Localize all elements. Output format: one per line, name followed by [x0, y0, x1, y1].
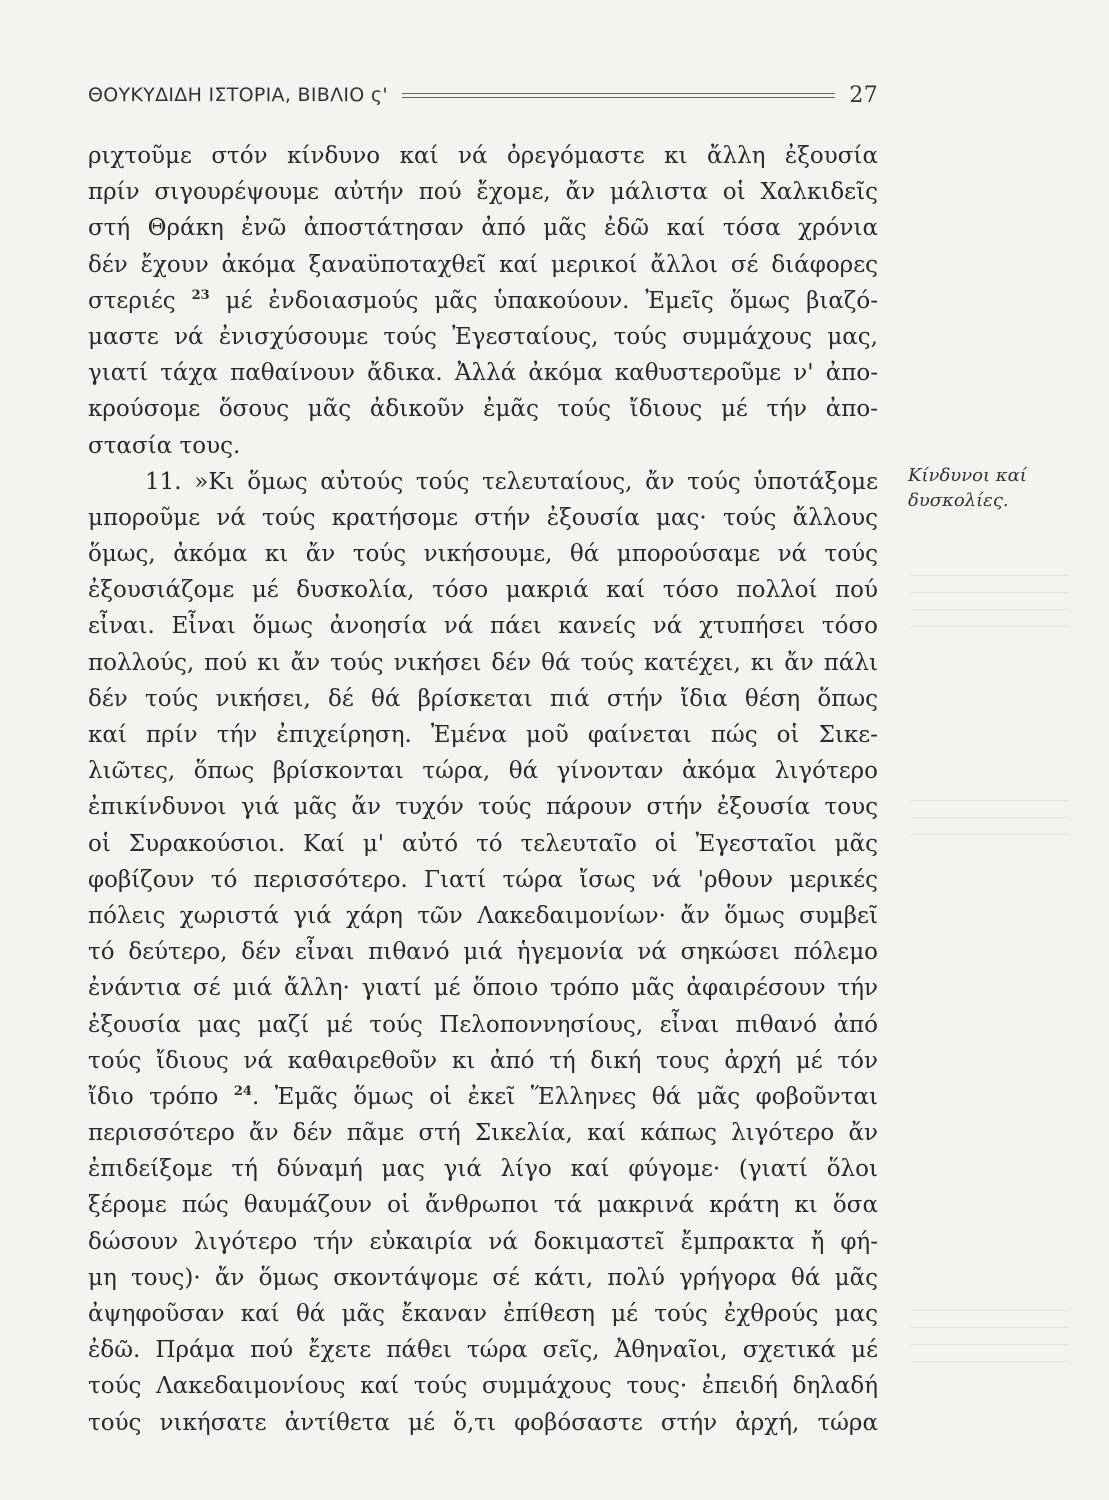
- running-header: [88, 78, 878, 112]
- text-line: γιατί τάχα παθαίνουν ἄδικα. Ἀλλά ἀκόμα καθυστεροῦμε ν' ἀπο-: [88, 360, 878, 387]
- text-line: μαστε νά ἐνισχύσουμε τούς Ἐγεσταίους, τούς συμμάχους μας,: [88, 323, 878, 350]
- show-through-text: [910, 800, 1070, 851]
- text-line: ἐπικίνδυνοι γιά μᾶς ἄν τυχόν τούς πάρουν στήν ἐξουσία τους: [88, 794, 878, 821]
- text-line: τό δεύτερο, δέν εἶναι πιθανό μιά ἡγεμονία νά σηκώσει πόλεμο: [88, 939, 878, 966]
- text-line: πόλεις χωριστά γιά χάρη τῶν Λακεδαιμονίων· ἄν ὅμως συμβεῖ: [88, 902, 878, 929]
- text-line: ριχτοῦμε στόν κίνδυνο καί νά ὀρεγόμαστε κι ἄλλη ἐξουσία: [88, 143, 878, 169]
- text-line: τούς νικήσατε ἀντίθετα μέ ὅ,τι φοβόσαστε στήν ἀρχή, τώρα: [88, 1409, 878, 1436]
- margin-note-line: Κίνδυνοι καί: [908, 465, 1027, 486]
- text-line: πολλούς, πού κι ἄν τούς νικήσει δέν θά τούς κατέχει, κι ἄν πάλι: [88, 649, 878, 676]
- text-line: εἶναι. Εἶναι ὅμως ἀνοησία νά πάει κανείς νά χτυπήσει τόσο: [88, 613, 878, 640]
- text-line: [88, 283, 878, 319]
- header-rule: [402, 93, 836, 98]
- margin-note: [908, 463, 1078, 513]
- text-line: τούς Λακεδαιμονίους καί τούς συμμάχους τους· ἐπειδή δηλαδή: [88, 1373, 878, 1400]
- footnote-ref-23: 23: [191, 287, 210, 303]
- show-through-text: [910, 575, 1070, 643]
- text-line: καί πρίν τήν ἐπιχείρηση. Ἐμένα μοῦ φαίνεται πώς οἱ Σικε-: [88, 722, 878, 748]
- text-line: ἐξουσία μας μαζί μέ τούς Πελοποννησίους, εἶναι πιθανό ἀπό: [88, 1011, 878, 1038]
- show-through-block: [910, 800, 1070, 851]
- text-line: ἐνάντια σέ μιά ἄλλη· γιατί μέ ὅποιο τρόπο μᾶς ἀφαιρέσουν τήν: [88, 975, 878, 1002]
- footnote-ref-24: 24: [233, 1083, 252, 1099]
- line-prefix: ἴδιο τρόπο: [88, 1083, 219, 1110]
- text-line: στασία τους.: [88, 432, 241, 459]
- main-text: [88, 138, 878, 1441]
- text-line: ἀψηφοῦσαν καί θά μᾶς ἔκαναν ἐπίθεση μέ τούς ἐχθρούς μας: [88, 1301, 878, 1327]
- chapter-start-line: 11. »Κι ὅμως αὐτούς τούς τελευταίους, ἄν τούς ὑποτάξομε: [145, 468, 878, 495]
- page-number: 27: [849, 82, 878, 108]
- text-line: μποροῦμε νά τούς κρατήσομε στήν ἐξουσία μας· τούς ἄλλους: [88, 504, 878, 531]
- text-line: δώσουν λιγότερο τήν εὐκαιρία νά δοκιμαστεῖ ἔμπρακτα ἤ φή-: [88, 1228, 878, 1255]
- text-line: δέν τούς νικήσει, δέ θά βρίσκεται πιά στήν ἴδια θέση ὅπως: [88, 685, 878, 712]
- text-line: τούς ἴδιους νά καθαιρεθοῦν κι ἀπό τή δική τους ἀρχή μέ τόν: [88, 1047, 878, 1074]
- text-line: πρίν σιγουρέψουμε αὐτήν πού ἔχομε, ἄν μάλιστα οἱ Χαλκιδεῖς: [88, 179, 878, 206]
- text-line: λιῶτες, ὅπως βρίσκονται τώρα, θά γίνονταν ἀκόμα λιγότερο: [88, 758, 878, 785]
- line-rest: . Ἐμᾶς ὅμως οἱ ἐκεῖ Ἕλληνες θά μᾶς φοβοῦνται: [251, 1083, 879, 1110]
- show-through-text: [910, 1310, 1070, 1378]
- text-line: ὅμως, ἀκόμα κι ἄν τούς νικήσουμε, θά μπορούσαμε νά τούς: [88, 541, 878, 568]
- text-line: ἐδῶ. Πράμα πού ἔχετε πάθει τώρα σεῖς, Ἀθηναῖοι, σχετικά μέ: [88, 1337, 878, 1364]
- text-line: δέν ἔχουν ἀκόμα ξαναϋποταχθεῖ καί μερικοί ἄλλοι σέ διάφορες: [88, 251, 878, 278]
- text-line: ἐπιδείξομε τή δύναμή μας γιά λίγο καί φύγομε· (γιατί ὅλοι: [88, 1156, 878, 1183]
- text-line: περισσότερο ἄν δέν πᾶμε στή Σικελία, καί κάπως λιγότερο ἄν: [88, 1120, 878, 1147]
- text-line: ἐξουσιάζομε μέ δυσκολία, τόσο μακριά καί τόσο πολλοί πού: [88, 577, 878, 604]
- text-line: οἱ Συρακούσιοι. Καί μ' αὐτό τό τελευταῖο οἱ Ἐγεσταῖοι μᾶς: [88, 830, 878, 857]
- margin-note-line: δυσκολίες.: [908, 490, 1009, 511]
- line-prefix: στεριές: [88, 287, 176, 314]
- line-rest: μέ ἐνδοιασμούς μᾶς ὑπακούουν. Ἐμεῖς ὅμως βιαζό-: [225, 287, 878, 314]
- text-line: κρούσομε ὅσους μᾶς ἀδικοῦν ἐμᾶς τούς ἴδιους μέ τήν ἀπο-: [88, 396, 878, 423]
- header-title: ΘΟΥΚΥΔΙΔΗ ΙΣΤΟΡΙΑ, ΒΙΒΛΙΟ ς': [88, 84, 388, 106]
- text-line: ξέρομε πώς θαυμάζουν οἱ ἄνθρωποι τά μακρινά κράτη κι ὅσα: [88, 1192, 878, 1219]
- text-line: μη τους)· ἄν ὅμως σκοντάψομε σέ κάτι, πολύ γρήγορα θά μᾶς: [88, 1264, 878, 1291]
- text-line: φοβίζουν τό περισσότερο. Γιατί τώρα ἴσως νά 'ρθουν μερικές: [88, 866, 878, 893]
- show-through-block: [910, 1310, 1070, 1378]
- text-line: στή Θράκη ἐνῶ ἀποστάτησαν ἀπό μᾶς ἐδῶ καί τόσα χρόνια: [88, 215, 878, 242]
- show-through-block: [910, 575, 1070, 643]
- text-line: [88, 1079, 878, 1115]
